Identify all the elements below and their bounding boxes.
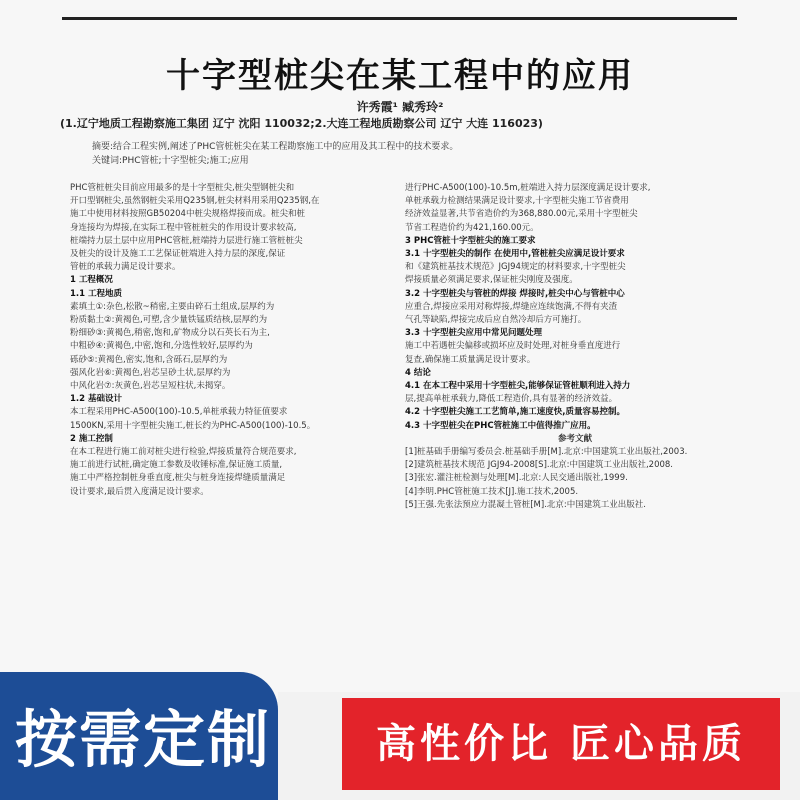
right_column-line: 3.1 十字型桩尖的制作 在使用中,管桩桩尖应满足设计要求: [405, 249, 625, 260]
left_column-line: 粉细砂③:黄褐色,稍密,饱和,矿物成分以石英长石为主,: [70, 328, 270, 339]
right_column-line: 3.2 十字型桩尖与管桩的焊接 焊接时,桩尖中心与管桩中心: [405, 288, 625, 299]
left_column-line: 身连接均为焊接,在实际工程中管桩桩尖的作用设计要求较高,: [70, 222, 297, 233]
right-column: [405, 182, 745, 512]
left_column-line: 及桩尖的设计及施工工艺保证桩端进入持力层的深度,保证: [70, 249, 286, 260]
right_column-line: 3 PHC管桩十字型桩尖的施工要求: [405, 235, 536, 246]
right_column-line: 3.3 十字型桩尖应用中常见问题处理: [405, 328, 543, 339]
left_column-line: 素填土①:杂色,松散~稍密,主要由碎石土组成,层厚约为: [70, 301, 275, 312]
abstract-line: 摘要:结合工程实例,阐述了PHC管桩桩尖在某工程勘察施工中的应用及其工程中的技术要求。: [92, 142, 459, 152]
left_column-line: 施工中严格控制桩身垂直度,桩尖与桩身连接焊缝质量满足: [70, 473, 286, 484]
left_column-line: 设计要求,最后贯入度满足设计要求。: [70, 486, 209, 497]
left-column: [70, 182, 395, 499]
right_column-line: 施工中若遇桩尖偏移或损坏应及时处理,对桩身垂直度进行: [405, 341, 621, 352]
right_column-line: 4.2 十字型桩尖施工工艺简单,施工速度快,质量容易控制。: [405, 407, 625, 418]
article-affiliation: (1.辽宁地质工程勘察施工集团 辽宁 沈阳 110032;2.大连工程地质勘察公司 辽宁 大连 116023): [60, 117, 543, 130]
left_column-line: 管桩的承载力满足设计要求。: [70, 262, 181, 273]
left_column-line: 强风化岩⑥:黄褐色,岩芯呈砂土状,层厚约为: [70, 367, 231, 378]
right_column-line: 单桩承载力检测结果满足设计要求,十字型桩尖施工节省费用: [405, 196, 629, 207]
right_column-line: 4.1 在本工程中采用十字型桩尖,能够保证管桩顺利进入持力: [405, 381, 631, 392]
left_column-line: 1 工程概况: [70, 275, 113, 286]
right_column-line: 层,提高单桩承载力,降低工程造价,具有显著的经济效益。: [405, 394, 618, 405]
left_column-line: 粉质黏土②:黄褐色,可塑,含少量铁锰质结核,层厚约为: [70, 315, 268, 326]
right_column-line: 和《建筑桩基技术规范》JGJ94规定的材料要求,十字型桩尖: [405, 262, 626, 273]
article-abstract: [92, 140, 702, 168]
reference-item: [3]张宏.灌注桩检测与处理[M].北京:人民交通出版社,1999.: [405, 473, 628, 484]
right_column-line: 进行PHC-A500(100)-10.5m,桩端进入持力层深度满足设计要求,: [405, 183, 651, 193]
right_column-line: 焊接质量必须满足要求,保证桩尖刚度及强度。: [405, 275, 578, 286]
left_column-line: 在本工程进行施工前对桩尖进行检验,焊接质量符合规范要求,: [70, 447, 297, 458]
keywords-line: 关键词:PHC管桩;十字型桩尖;施工;应用: [92, 156, 249, 166]
article-title: 十字型桩尖在某工程中的应用: [166, 56, 634, 96]
top-rule: [62, 17, 737, 20]
left_column-line: 施工中使用材料按照GB50204中桩尖规格焊接而成。桩尖和桩: [70, 209, 305, 220]
left_column-line: 1.2 基础设计: [70, 394, 123, 405]
left_column-line: 1500KN,采用十字型桩尖施工,桩长约为PHC-A500(100)-10.5。: [70, 420, 316, 431]
right_column-line: 气孔等缺陷,焊接完成后应自然冷却后方可施打。: [405, 315, 587, 326]
right_column-line: 4.3 十字型桩尖在PHC管桩施工中值得推广应用。: [405, 420, 596, 431]
article-authors: 许秀霞¹ 臧秀玲²: [356, 100, 444, 114]
left_column-line: PHC管桩桩尖目前应用最多的是十字型桩尖,桩尖型钢桩尖和: [70, 183, 295, 193]
left_column-line: 2 施工控制: [70, 433, 113, 444]
left_column-line: 砾砂⑤:黄褐色,密实,饱和,含砾石,层厚约为: [70, 354, 228, 365]
left_column-line: 施工前进行试桩,确定施工参数及收锤标准,保证施工质量,: [70, 460, 283, 471]
left_column-line: 中风化岩⑦:灰黄色,岩芯呈短柱状,未揭穿。: [70, 381, 231, 392]
banner-right-label: 高性价比 匠心品质: [376, 721, 746, 767]
right_column-line: 节省工程造价约为421,160.00元。: [405, 222, 539, 233]
references-title: 参考文献: [557, 433, 592, 444]
reference-item: [2]建筑桩基技术规范 JGJ94-2008[S].北京:中国建筑工业出版社,2008.: [405, 460, 673, 471]
left_column-line: 1.1 工程地质: [70, 288, 123, 299]
left_column-line: 开口型钢桩尖,虽然钢桩尖采用Q235钢,桩尖材料用采用Q235钢,在: [70, 196, 320, 207]
right_column-line: 复查,确保施工质量满足设计要求。: [405, 354, 536, 365]
reference-item: [4]李明.PHC管桩施工技术[J].施工技术,2005.: [405, 486, 579, 497]
reference-item: [5]王强.先张法预应力混凝土管桩[M].北京:中国建筑工业出版社.: [405, 499, 646, 510]
right_column-line: 4 结论: [405, 367, 431, 378]
banner-left-label: 按需定制: [15, 703, 272, 776]
right_column-line: 经济效益显著,共节省造价约为368,880.00元,采用十字型桩尖: [405, 209, 638, 220]
left_column-line: 本工程采用PHC-A500(100)-10.5,单桩承载力特征值要求: [70, 407, 288, 418]
left_column-line: 中粗砂④:黄褐色,中密,饱和,分选性较好,层厚约为: [70, 341, 253, 352]
left_column-line: 桩端持力层土层中应用PHC管桩,桩端持力层进行施工管桩桩尖: [70, 235, 303, 246]
reference-item: [1]桩基础手册编写委员会.桩基础手册[M].北京:中国建筑工业出版社,2003.: [405, 447, 688, 458]
right_column-line: 应重合,焊接应采用对称焊接,焊缝应连续饱满,不得有夹渣: [405, 301, 618, 312]
